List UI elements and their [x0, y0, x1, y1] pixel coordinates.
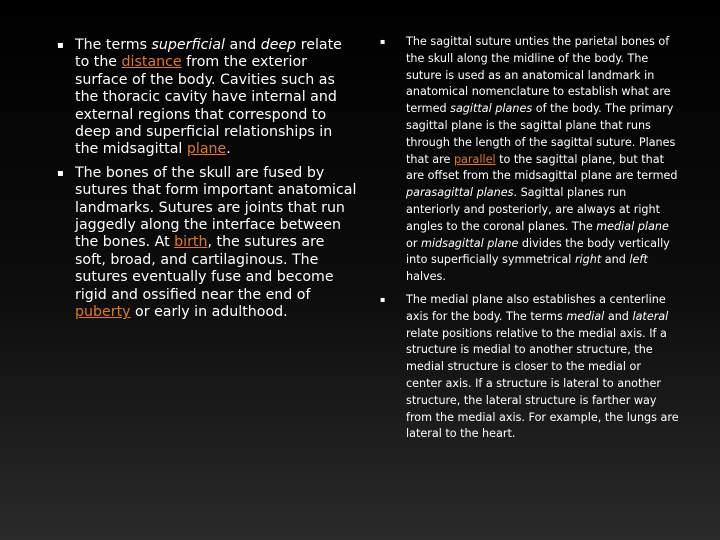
text-segment: The bones of the skull are fused by sutures that form important anatomical landmarks. Sutures are joints that run jaggedly along the interface between the bones. At	[75, 164, 357, 251]
text-segment: divides the body vertically into superficially symmetrical	[406, 236, 670, 267]
term-right: right	[574, 253, 602, 267]
text-segment: and	[601, 253, 630, 267]
text-segment: of the body. The primary sagittal plane is the sagittal plane that runs through the length of the sagittal suture. Planes that are	[406, 102, 676, 166]
text-segment: .	[226, 141, 231, 158]
term-medial-plane: medial plane	[596, 219, 669, 233]
term-lateral: lateral	[632, 309, 669, 323]
right-bullet-item-1	[380, 34, 680, 286]
left-bullet-item-1	[57, 37, 357, 159]
link-plane[interactable]: plane	[186, 141, 227, 158]
term-left: left	[629, 253, 648, 267]
link-parallel[interactable]: parallel	[453, 152, 496, 166]
left-bullet-item-2	[57, 165, 357, 322]
text-segment: and	[225, 37, 261, 53]
text-segment: relate positions relative to the medial axis. If a structure is medial to another structure, the medial structure is closer to the medial or center axis. If a structure is lateral to another structure, the lateral structure is farther way from the medial axis. For example, the lungs are lateral to the heart.	[406, 326, 679, 441]
text-segment: relate to the	[75, 37, 342, 71]
link-distance[interactable]: distance	[121, 54, 182, 71]
term-midsagittal-plane: midsagittal plane	[421, 236, 519, 250]
term-sagittal-planes: sagittal planes	[450, 102, 533, 116]
term-parasagittal-planes: parasagittal planes	[406, 186, 514, 200]
left-bullet-list	[57, 37, 357, 322]
text-segment: . Sagittal planes run anteriorly and posteriorly, are always at right angles to the coronal planes. The	[406, 186, 661, 233]
term-deep: deep	[260, 37, 297, 53]
text-segment: or early in adulthood.	[130, 304, 288, 321]
left-column	[57, 37, 357, 328]
text-segment: halves.	[406, 270, 446, 284]
right-bullet-item-2	[380, 292, 680, 443]
link-birth[interactable]: birth	[174, 234, 208, 251]
text-segment: or	[406, 236, 422, 250]
text-segment: , the sutures are soft, broad, and cartilaginous. The sutures eventually fuse and become rigid and ossified near the end of	[75, 234, 334, 303]
right-column	[380, 34, 680, 449]
square-bullet-icon: ▪	[57, 40, 64, 51]
text-segment: to the sagittal plane, but that are offset from the midsagittal plane are termed	[406, 152, 678, 183]
term-superficial: superficial	[151, 37, 225, 53]
square-bullet-icon: ▪	[380, 294, 386, 304]
text-segment: The medial plane also establishes a centerline axis for the body. The terms	[406, 292, 666, 323]
right-bullet-list	[380, 34, 680, 443]
text-segment: The terms	[75, 37, 152, 53]
text-segment: and	[604, 309, 633, 323]
text-segment: from the exterior surface of the body. Cavities such as the thoracic cavity have internal and external regions that correspond to deep and superficial relationships in the midsagittal	[75, 54, 337, 158]
term-medial: medial	[566, 309, 605, 323]
text-segment: The sagittal suture unties the parietal bones of the skull along the midline of the body. The suture is used as an anatomical landmark in anatomical nomenclature to establish what are termed	[406, 35, 671, 116]
square-bullet-icon: ▪	[380, 37, 386, 46]
link-puberty[interactable]: puberty	[75, 304, 131, 321]
square-bullet-icon: ▪	[57, 167, 64, 179]
